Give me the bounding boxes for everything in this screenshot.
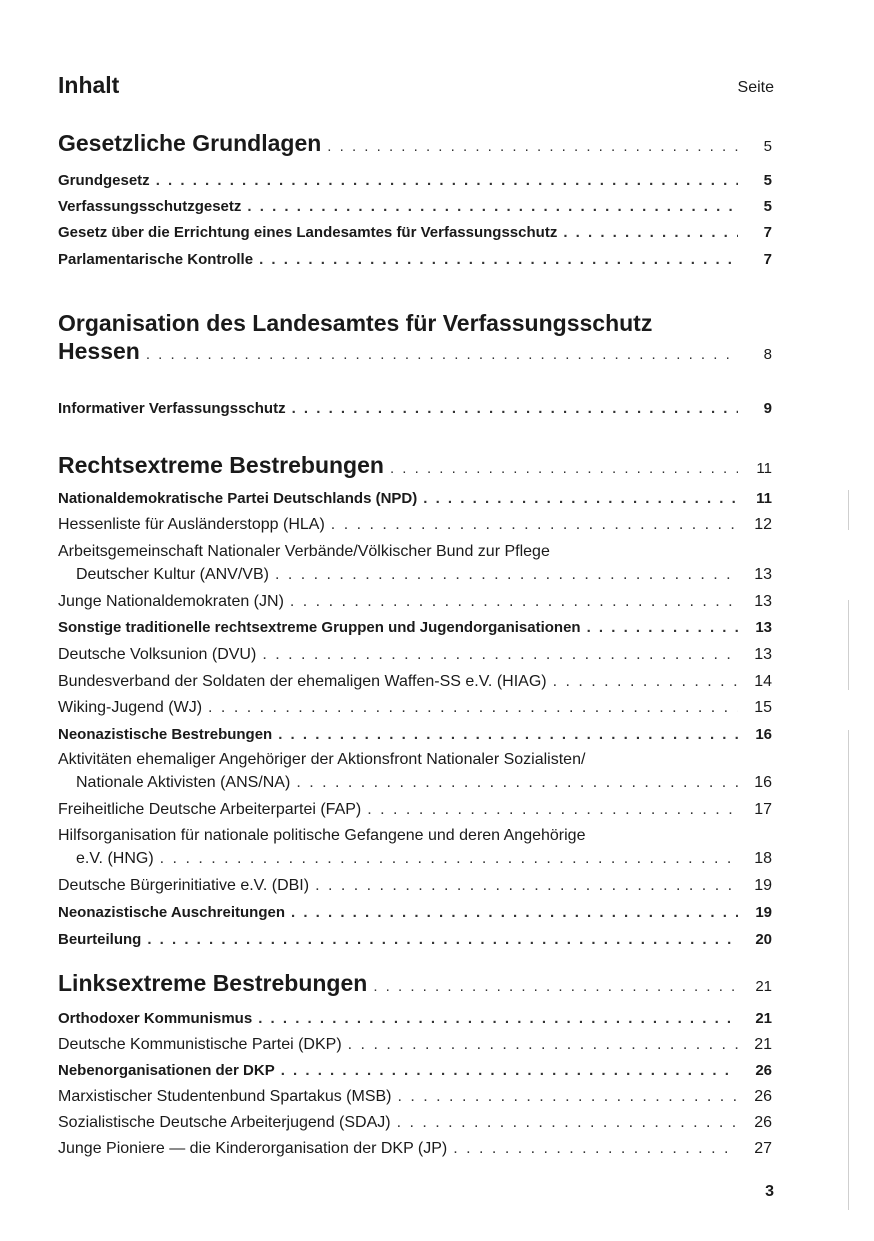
toc-entry: Freiheitliche Deutsche Arbeiterpartei (FAP) . . . 17	[58, 801, 772, 819]
toc-entry: Orthodoxer Kommunismus . . . 21	[58, 1010, 772, 1027]
section-heading-cont: Hessen . . . 8	[58, 338, 772, 365]
toc-entry: Grundgesetz . . . 5	[58, 172, 772, 189]
toc-entry: Neonazistische Bestrebungen . . . 16	[58, 726, 772, 743]
section-heading: Gesetzliche Grundlagen . . . 5	[58, 130, 772, 157]
toc-entry: Bundesverband der Soldaten der ehemaligen Waffen-SS e.V. (HIAG) . . . 14	[58, 673, 772, 691]
toc-entry: Neonazistische Auschreitungen . . . 19	[58, 904, 772, 921]
toc-entry: Hessenliste für Ausländerstopp (HLA) . . . 12	[58, 516, 772, 534]
scan-edge-mark	[848, 730, 849, 1210]
toc-header	[58, 72, 774, 104]
toc-entry: Deutsche Bürgerinitiative e.V. (DBI) . . . 19	[58, 877, 772, 895]
toc-entry: Marxistischer Studentenbund Spartakus (MSB) . . . 26	[58, 1088, 772, 1106]
toc-entry: Informativer Verfassungsschutz . . . 9	[58, 400, 772, 417]
section-heading: Linksextreme Bestrebungen . . . 21	[58, 970, 772, 997]
toc-entry: Nebenorganisationen der DKP . . . 26	[58, 1062, 772, 1079]
toc-entry: Gesetz über die Errichtung eines Landesamtes für Verfassungsschutz . . . 7	[58, 224, 772, 241]
page-column-label: Seite	[737, 79, 774, 96]
toc-entry-line: Hilfsorganisation für nationale politische Gefangene und deren Angehörige	[58, 827, 586, 844]
toc-entry: Sozialistische Deutsche Arbeiterjugend (SDAJ) . . . 26	[58, 1114, 772, 1132]
toc-entry: Deutsche Volksunion (DVU) . . . 13	[58, 646, 772, 664]
toc-entry: Junge Nationaldemokraten (JN) . . . 13	[58, 593, 772, 611]
page-number: 3	[765, 1183, 774, 1200]
section-heading: Organisation des Landesamtes für Verfassungsschutz	[58, 310, 653, 336]
toc-entry: Nationale Aktivisten (ANS/NA) . . . 16	[76, 774, 772, 792]
toc-entry: Verfassungsschutzgesetz . . . 5	[58, 198, 772, 215]
section-heading: Rechtsextreme Bestrebungen . . . 11	[58, 452, 772, 479]
scan-edge-mark	[848, 600, 849, 690]
toc-entry: Junge Pioniere — die Kinderorganisation der DKP (JP) . . . 27	[58, 1140, 772, 1158]
toc-entry: e.V. (HNG) . . . 18	[76, 850, 772, 868]
scan-edge-mark	[848, 490, 849, 530]
toc-entry: Wiking-Jugend (WJ) . . . 15	[58, 699, 772, 717]
toc-entry: Deutsche Kommunistische Partei (DKP) . . . 21	[58, 1036, 772, 1054]
toc-entry-line: Aktivitäten ehemaliger Angehöriger der Aktionsfront Nationaler Sozialisten/	[58, 751, 586, 768]
toc-entry-line: Arbeitsgemeinschaft Nationaler Verbände/Völkischer Bund zur Pflege	[58, 543, 550, 560]
toc-entry: Parlamentarische Kontrolle . . . 7	[58, 251, 772, 268]
toc-entry: Sonstige traditionelle rechtsextreme Gruppen und Jugendorganisationen . . . 13	[58, 619, 772, 636]
toc-entry: Deutscher Kultur (ANV/VB) . . . 13	[76, 566, 772, 584]
toc-entry: Nationaldemokratische Partei Deutschlands (NPD) . . . 11	[58, 490, 772, 507]
toc-entry: Beurteilung . . . 20	[58, 931, 772, 948]
toc-title: Inhalt	[58, 72, 120, 98]
